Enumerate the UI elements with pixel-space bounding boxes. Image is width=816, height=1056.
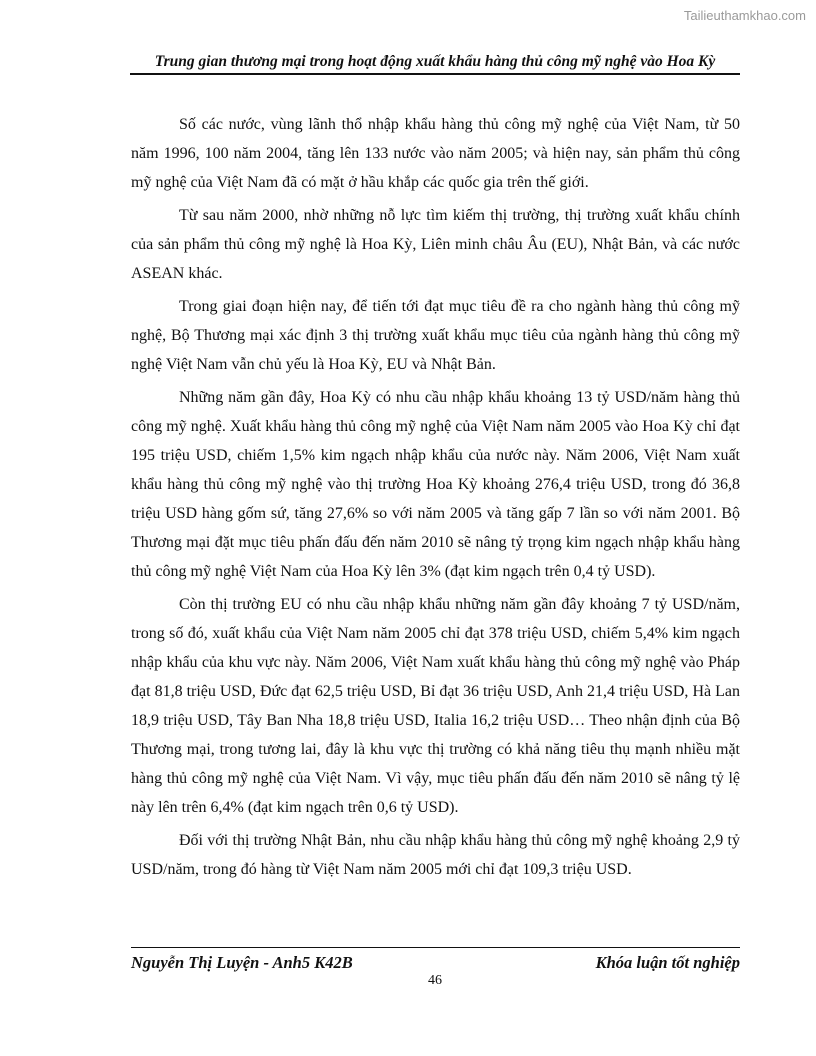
body-paragraph: Số các nước, vùng lãnh thổ nhập khẩu hàng thủ công mỹ nghệ của Việt Nam, từ 50 năm 1996, 100 năm 2004, tăng lên 133 nước vào năm 2005; và hiện nay, sản phẩm thủ công mỹ nghệ của Việt Nam đã có mặt ở hầu khắp các quốc gia trên thế giới. [131, 116, 740, 191]
page-number: 46 [428, 973, 442, 988]
body-paragraph: Những năm gần đây, Hoa Kỳ có nhu cầu nhập khẩu khoảng 13 tỷ USD/năm hàng thủ công mỹ nghệ. Xuất khẩu hàng thủ công mỹ nghệ của Việt Nam năm 2005 vào Hoa Kỳ chỉ đạt 195 triệu USD, chiếm 1,5% kim ngạch nhập khẩu của nước này. Năm 2006, Việt Nam xuất khẩu hàng thủ công mỹ nghệ vào thị trường Hoa Kỳ khoảng 276,4 triệu USD, trong đó 36,8 triệu USD hàng gốm sứ, tăng 27,6% so với năm 2005 và tăng gấp 7 lần so với năm 2001. Bộ Thương mại đặt mục tiêu phấn đấu đến năm 2010 sẽ nâng tỷ trọng kim ngạch nhập khẩu hàng thủ công mỹ nghệ Việt Nam của Hoa Kỳ lên 3% (đạt kim ngạch trên 0,4 tỷ USD). [131, 389, 740, 580]
body-paragraph: Đối với thị trường Nhật Bản, nhu cầu nhập khẩu hàng thủ công mỹ nghệ khoảng 2,9 tỷ USD/năm, trong đó hàng từ Việt Nam năm 2005 mới chỉ đạt 109,3 triệu USD. [131, 832, 740, 878]
body-paragraph: Còn thị trường EU có nhu cầu nhập khẩu những năm gần đây khoảng 7 tỷ USD/năm, trong số đó, xuất khẩu của Việt Nam năm 2005 chỉ đạt 378 triệu USD, chiếm 5,4% kim ngạch nhập khẩu của khu vực này. Năm 2006, Việt Nam xuất khẩu hàng thủ công mỹ nghệ vào Pháp đạt 81,8 triệu USD, Đức đạt 62,5 triệu USD, Bỉ đạt 36 triệu USD, Anh 21,4 triệu USD, Hà Lan 18,9 triệu USD, Tây Ban Nha 18,8 triệu USD, Italia 16,2 triệu USD… Theo nhận định của Bộ Thương mại, trong tương lai, đây là khu vực thị trường có khả năng tiêu thụ mạnh nhiều mặt hàng thủ công mỹ nghệ của Việt Nam. Vì vậy, mục tiêu phấn đấu đến năm 2010 sẽ nâng tỷ lệ này lên trên 6,4% (đạt kim ngạch trên 0,6 tỷ USD). [131, 596, 740, 816]
body-paragraph: Từ sau năm 2000, nhờ những nỗ lực tìm kiếm thị trường, thị trường xuất khẩu chính của sản phẩm thủ công mỹ nghệ là Hoa Kỳ, Liên minh châu Âu (EU), Nhật Bản, và các nước ASEAN khác. [131, 207, 740, 282]
footer-author: Nguyễn Thị Luyện - Anh5 K42B [131, 953, 353, 972]
document-body [131, 110, 740, 888]
footer-divider [131, 947, 740, 948]
running-header: Trung gian thương mại trong hoạt động xuất khẩu hàng thủ công mỹ nghệ vào Hoa Kỳ [130, 52, 740, 75]
body-paragraph: Trong giai đoạn hiện nay, để tiến tới đạt mục tiêu đề ra cho ngành hàng thủ công mỹ nghệ, Bộ Thương mại xác định 3 thị trường xuất khẩu mục tiêu của ngành hàng thủ công mỹ nghệ Việt Nam vẫn chủ yếu là Hoa Kỳ, EU và Nhật Bản. [131, 298, 740, 373]
footer-document-type: Khóa luận tốt nghiệp [595, 953, 740, 972]
watermark-text: Tailieuthamkhao.com [683, 8, 806, 23]
